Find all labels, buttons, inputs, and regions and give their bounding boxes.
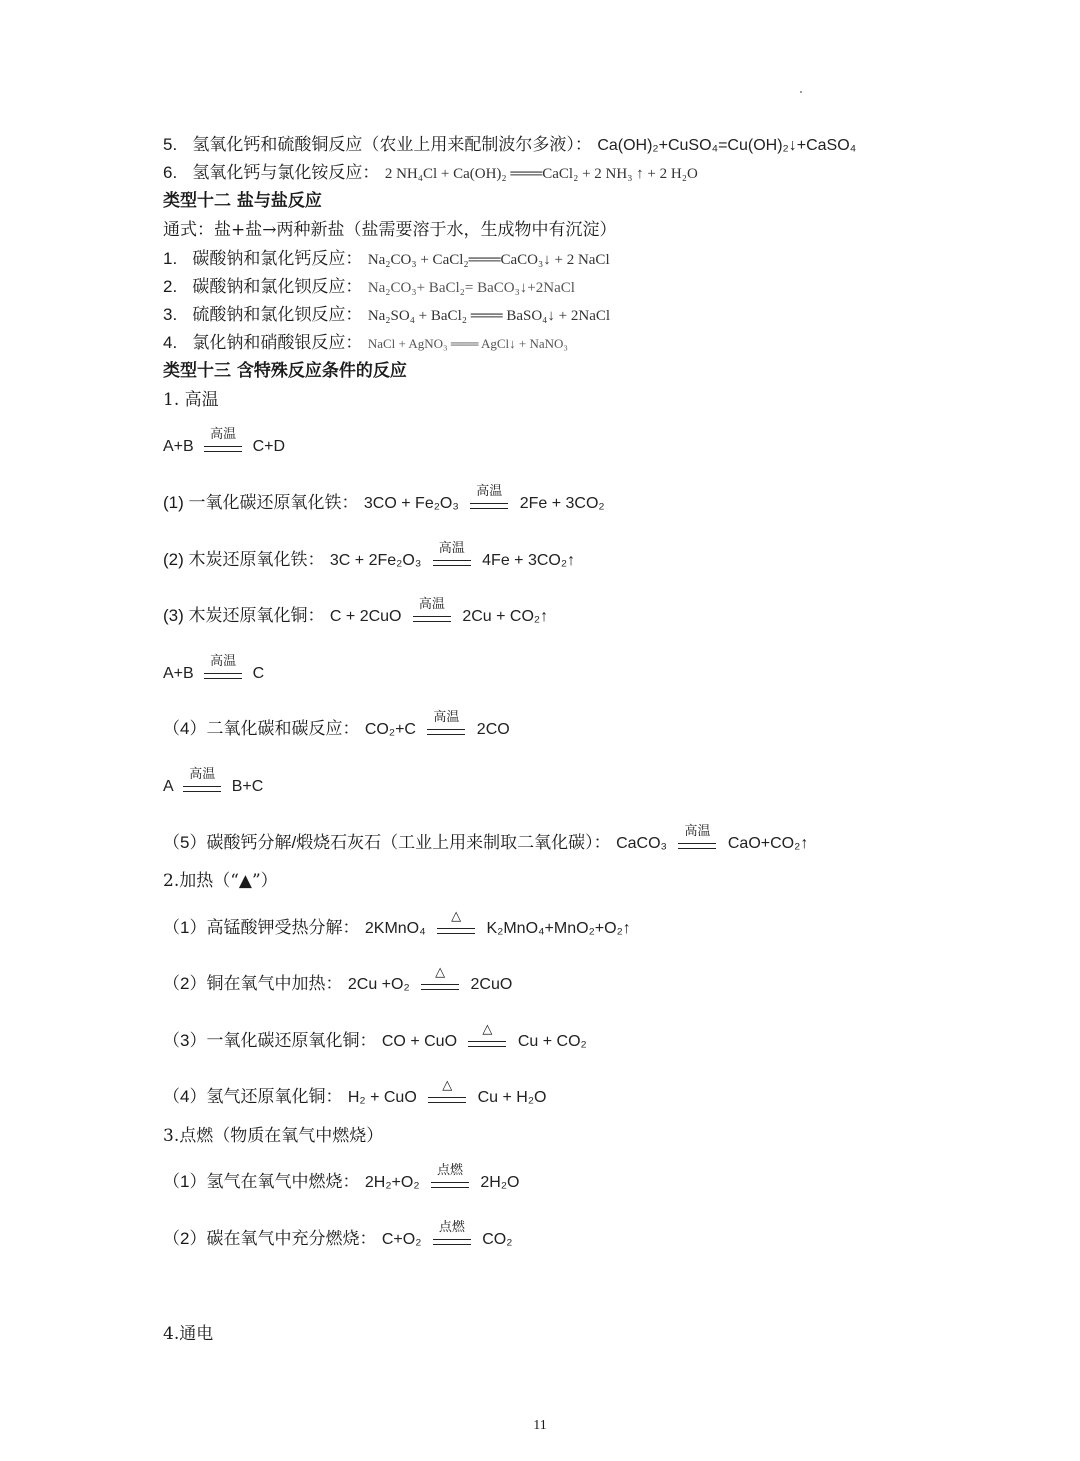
reaction-label: (2) 木炭还原氧化铁： bbox=[163, 550, 325, 569]
products: 2Cu + CO₂↑ bbox=[462, 608, 549, 625]
double-bar bbox=[431, 1182, 469, 1188]
heat-condition bbox=[437, 910, 475, 940]
item-number: 4. bbox=[163, 333, 178, 352]
reaction-label: （3）一氧化碳还原氧化铜： bbox=[163, 1031, 377, 1050]
heat-condition bbox=[428, 1079, 466, 1109]
reaction-equation: Na₂CO₃+ BaCl₂= BaCO₃↓+2NaCl bbox=[367, 280, 575, 296]
products: 4Fe + 3CO₂↑ bbox=[482, 552, 576, 569]
item-number: 5. bbox=[163, 135, 178, 154]
products: B+C bbox=[231, 778, 264, 795]
salt-reaction-3 bbox=[163, 304, 610, 327]
reactants: H₂ + CuO bbox=[347, 1089, 417, 1106]
reactants: 3CO + Fe₂O₃ bbox=[363, 495, 459, 512]
general-form-3 bbox=[163, 768, 263, 798]
products: 2Fe + 3CO₂ bbox=[519, 495, 605, 512]
reaction-label: （1）高锰酸钾受热分解： bbox=[163, 918, 360, 937]
reaction-label: （4）氢气还原氧化铜： bbox=[163, 1087, 343, 1106]
high-temp-condition bbox=[427, 711, 465, 741]
products: K₂MnO₄+MnO₂+O₂↑ bbox=[486, 920, 631, 937]
section-heading-type13: 类型十三 含特殊反应条件的反应 bbox=[163, 361, 407, 381]
products: 2H₂O bbox=[480, 1174, 520, 1191]
reactants: CO₂+C bbox=[364, 721, 416, 738]
double-bar bbox=[678, 843, 716, 849]
item-number: 3. bbox=[163, 305, 178, 324]
salt-reaction-2 bbox=[163, 276, 575, 299]
double-bar bbox=[437, 928, 475, 934]
condition-label: 高温 bbox=[438, 541, 465, 556]
high-temp-condition bbox=[470, 485, 508, 515]
condition-label: △ bbox=[442, 1078, 453, 1093]
reaction-label: 氢氧化钙和硫酸铜反应（农业上用来配制波尔多液）： bbox=[192, 135, 592, 155]
products: 2CO bbox=[476, 721, 510, 738]
reactants: 2H₂+O₂ bbox=[364, 1174, 420, 1191]
reaction-r5 bbox=[163, 825, 808, 855]
condition-label: 高温 bbox=[210, 654, 237, 669]
condition-label: 高温 bbox=[476, 484, 503, 499]
reaction-label: （4）二氧化碳和碳反应： bbox=[163, 719, 360, 738]
salt-reaction-4 bbox=[163, 332, 568, 355]
reactants: C+O₂ bbox=[381, 1231, 422, 1248]
condition-label: △ bbox=[435, 965, 446, 980]
products: 2CuO bbox=[470, 976, 513, 993]
reaction-label: (1) 一氧化碳还原氧化铁： bbox=[163, 493, 359, 512]
section-heading-type12: 类型十二 盐与盐反应 bbox=[163, 191, 322, 211]
double-bar bbox=[468, 1041, 506, 1047]
reaction-equation: 2 NH₄Cl + Ca(OH)₂ ═══CaCl₂ + 2 NH₃ ↑ + 2 H₂O bbox=[384, 166, 698, 182]
products: Cu + H₂O bbox=[477, 1089, 547, 1106]
reaction-label: 氢氧化钙与氯化铵反应： bbox=[192, 163, 380, 183]
double-bar bbox=[204, 673, 242, 679]
condition-label: 高温 bbox=[210, 427, 237, 442]
reaction-label: （2）铜在氧气中加热： bbox=[163, 974, 343, 993]
reaction-r1 bbox=[163, 485, 605, 515]
reaction-h2 bbox=[163, 966, 512, 996]
reaction-r2 bbox=[163, 542, 575, 572]
reactants: CaCO₃ bbox=[616, 835, 668, 852]
reaction-label: 硫酸钠和氯化钡反应： bbox=[192, 305, 363, 325]
reactants: C + 2CuO bbox=[329, 608, 402, 625]
reaction-h3 bbox=[163, 1023, 587, 1053]
products: CO₂ bbox=[482, 1231, 513, 1248]
subsection-ignition: 3.点燃（物质在氧气中燃烧） bbox=[163, 1126, 384, 1146]
products: CaO+CO₂↑ bbox=[727, 835, 809, 852]
item-number: 2. bbox=[163, 277, 178, 296]
reaction-line-6 bbox=[163, 162, 698, 185]
subsection-heating: 2.加热（“▲”） bbox=[163, 871, 278, 891]
reaction-f1 bbox=[163, 1164, 519, 1194]
double-bar bbox=[204, 446, 242, 452]
high-temp-condition bbox=[678, 825, 716, 855]
reaction-label: 氯化钠和硝酸银反应： bbox=[192, 333, 363, 353]
reaction-label: （1）氢气在氧气中燃烧： bbox=[163, 1172, 360, 1191]
reaction-label: (3) 木炭还原氧化铜： bbox=[163, 606, 325, 625]
double-bar bbox=[413, 616, 451, 622]
reaction-f2 bbox=[163, 1221, 512, 1251]
general-form-1 bbox=[163, 428, 285, 458]
reaction-equation: NaCl + AgNO₃ ═══ AgCl↓ + NaNO₃ bbox=[367, 336, 568, 351]
general-rule: 通式：盐+盐→两种新盐（盐需要溶于水，生成物中有沉淀） bbox=[163, 220, 617, 240]
reaction-h4 bbox=[163, 1079, 547, 1109]
item-number: 1. bbox=[163, 249, 178, 268]
condition-label: 高温 bbox=[418, 597, 445, 612]
reaction-label: （2）碳在氧气中充分燃烧： bbox=[163, 1229, 377, 1248]
reaction-equation: Na₂SO₄ + BaCl₂ ═══ BaSO₄↓ + 2NaCl bbox=[367, 308, 611, 324]
reaction-r4 bbox=[163, 711, 510, 741]
double-bar bbox=[183, 786, 221, 792]
double-bar bbox=[433, 1239, 471, 1245]
high-temp-condition bbox=[204, 655, 242, 685]
reaction-equation: Na₂CO₃ + CaCl₂═══CaCO₃↓ + 2 NaCl bbox=[367, 252, 610, 268]
products: C+D bbox=[252, 438, 286, 455]
reaction-label: 碳酸钠和氯化钡反应： bbox=[192, 277, 363, 297]
reactants: 3C + 2Fe₂O₃ bbox=[329, 552, 422, 569]
double-bar bbox=[427, 729, 465, 735]
subsection-high-temp: 1. 高温 bbox=[163, 390, 219, 410]
condition-label: 高温 bbox=[189, 767, 216, 782]
condition-label: 高温 bbox=[684, 824, 711, 839]
speck bbox=[800, 91, 802, 93]
reactants: A+B bbox=[163, 438, 194, 455]
ignition-condition bbox=[433, 1221, 471, 1251]
general-form-2 bbox=[163, 655, 264, 685]
double-bar bbox=[470, 503, 508, 509]
high-temp-condition bbox=[433, 542, 471, 572]
salt-reaction-1 bbox=[163, 248, 610, 271]
reactants: A bbox=[163, 778, 173, 795]
condition-label: △ bbox=[482, 1022, 493, 1037]
reaction-equation: Ca(OH)₂+CuSO₄=Cu(OH)₂↓+CaSO₄ bbox=[597, 137, 857, 154]
ignition-condition bbox=[431, 1164, 469, 1194]
heat-condition bbox=[421, 966, 459, 996]
high-temp-condition bbox=[204, 428, 242, 458]
subsection-electrolysis: 4.通电 bbox=[163, 1324, 214, 1344]
item-number: 6. bbox=[163, 163, 178, 182]
reactants: 2Cu +O₂ bbox=[347, 976, 410, 993]
double-bar bbox=[421, 984, 459, 990]
reactants: 2KMnO₄ bbox=[364, 920, 426, 937]
reaction-r3 bbox=[163, 598, 548, 628]
condition-label: 高温 bbox=[433, 710, 460, 725]
reaction-label: 碳酸钠和氯化钙反应： bbox=[192, 249, 363, 269]
double-bar bbox=[428, 1097, 466, 1103]
condition-label: 点燃 bbox=[438, 1220, 465, 1235]
heat-condition bbox=[468, 1023, 506, 1053]
reactants: CO + CuO bbox=[381, 1033, 458, 1050]
reaction-h1 bbox=[163, 910, 631, 940]
reactants: A+B bbox=[163, 665, 194, 682]
products: Cu + CO₂ bbox=[517, 1033, 587, 1050]
high-temp-condition bbox=[183, 768, 221, 798]
reaction-line-5 bbox=[163, 134, 856, 157]
double-bar bbox=[433, 560, 471, 566]
condition-label: 点燃 bbox=[436, 1163, 463, 1178]
high-temp-condition bbox=[413, 598, 451, 628]
condition-label: △ bbox=[451, 909, 462, 924]
reaction-label: （5）碳酸钙分解/煅烧石灰石（工业上用来制取二氧化碳）： bbox=[163, 833, 611, 852]
products: C bbox=[252, 665, 265, 682]
page-number: 11 bbox=[533, 1418, 547, 1433]
